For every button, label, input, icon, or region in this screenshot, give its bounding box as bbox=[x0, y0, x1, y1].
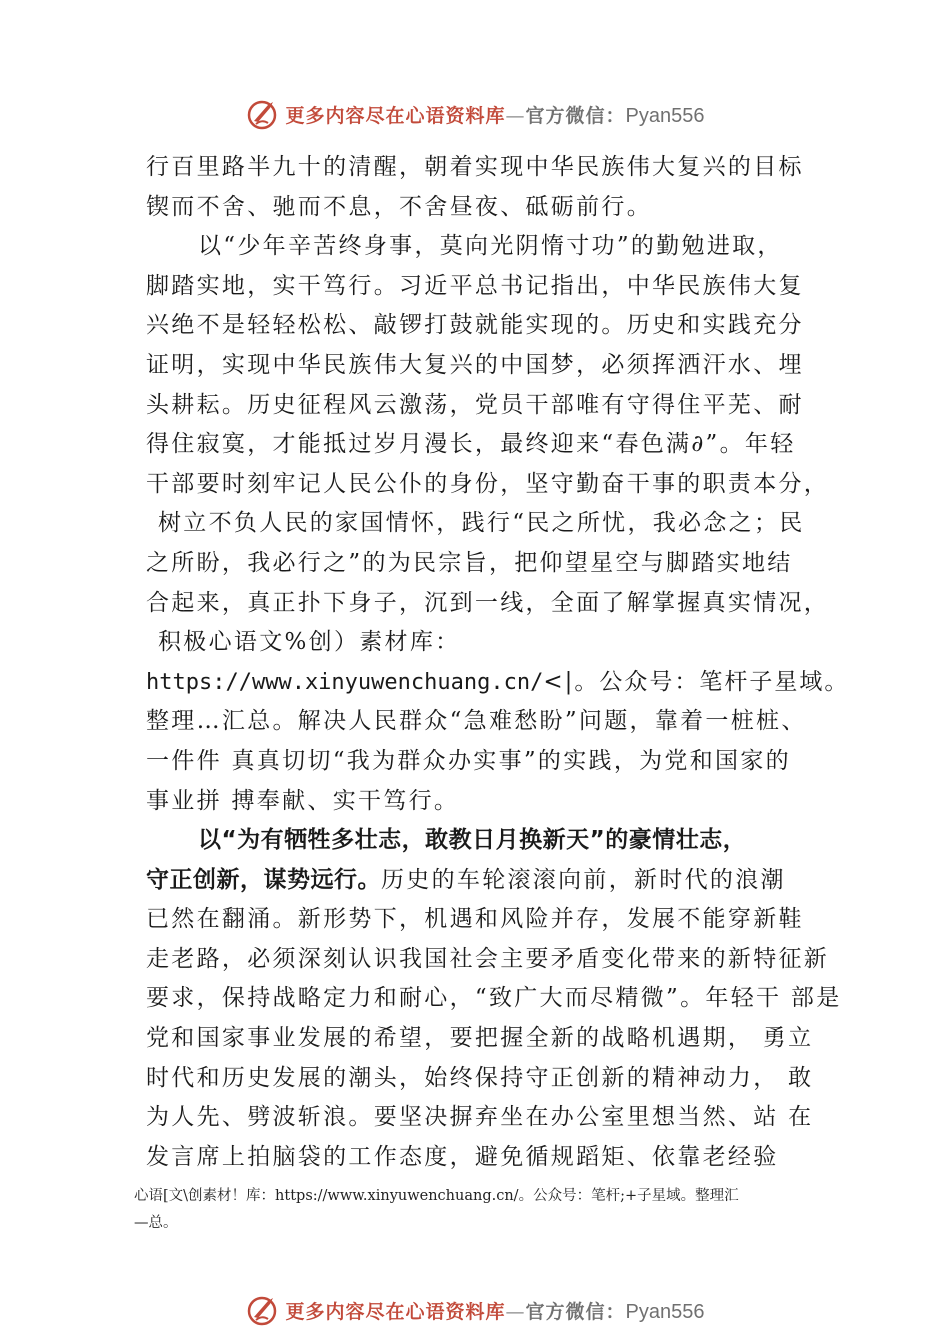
text-line bbox=[146, 861, 836, 901]
text-line: 整理…汇总。解决人民群众“急难愁盼”问题，靠着一桩桩、 bbox=[146, 708, 807, 735]
text-line: 得住寂寞，才能抵过岁月漫长，最终迎来“春色满∂”。年轻 bbox=[146, 431, 796, 458]
text-line: 一件件 真真切切“我为群众办实事”的实践，为党和国家的 bbox=[146, 747, 791, 774]
text-line: 党和国家事业发展的希望，要把握全新的战略机遇期， 勇立 bbox=[146, 1025, 814, 1052]
text-line: 事业拼 搏奉献、实干笃行。 bbox=[146, 787, 460, 814]
banner-text bbox=[286, 101, 705, 128]
banner-title: 更多内容尽在心语资料库 bbox=[285, 1300, 506, 1323]
footnote-line: 心语[文\创素材！库：https://www.xinyuwenchuang.cn/。公众号：笔杆;+子星域。整理汇 bbox=[134, 1188, 739, 1204]
source-url[interactable]: https://www.xinyuwenchuang.cn/ bbox=[146, 669, 544, 695]
url-line bbox=[146, 663, 850, 703]
text-line: 走老路，必须深刻认识我国社会主要矛盾变化带来的新特征新 bbox=[146, 945, 830, 972]
bold-heading: 以“为有牺牲多壮志，敢教日月换新天”的豪情壮志， bbox=[198, 827, 747, 854]
quill-pen-logo-icon bbox=[246, 1293, 280, 1327]
banner-wechat-label: 官方微信： bbox=[525, 104, 626, 127]
text-line: 锲而不舍、驰而不息，不舍昼夜、砥砺前行。 bbox=[146, 193, 652, 220]
text-fragment: <|。公众号：笔杆子星域。 bbox=[543, 668, 850, 695]
quill-pen-logo-icon bbox=[246, 97, 280, 131]
text-line: 兴绝不是轻轻松松、敲锣打鼓就能实现的。历史和实践充分 bbox=[146, 312, 804, 339]
banner-separator: — bbox=[505, 104, 526, 127]
document-body bbox=[146, 148, 850, 1177]
text-line: 要求，保持战略定力和耐心，“致广大而尽精微”。年轻干 部是 bbox=[146, 985, 842, 1012]
footnote-line: —总。 bbox=[134, 1215, 178, 1231]
text-line: 干部要时刻牢记人民公仆的身份，坚守勤奋干事的职责本分， bbox=[146, 470, 830, 497]
text-line: 合起来，真正扑下身子，沉到一线，全面了解掌握真实情况， bbox=[146, 589, 830, 616]
text-line: 积极心语文%创）素材库： bbox=[158, 629, 461, 656]
text-line: 头耕耘。历史征程风云激荡，党员干部唯有守得住平芜、耐 bbox=[146, 391, 804, 418]
text-line: 为人先、劈波斩浪。要坚决摒弃坐在办公室里想当然、站 在 bbox=[146, 1104, 814, 1131]
header-banner bbox=[0, 94, 950, 134]
text-line: 时代和历史发展的潮头，始终保持守正创新的精神动力， 敢 bbox=[146, 1064, 814, 1091]
banner-text bbox=[286, 1297, 705, 1324]
text-line: 之所盼，我必行之”的为民宗旨，把仰望星空与脚踏实地结 bbox=[146, 549, 793, 576]
text-line bbox=[146, 821, 836, 861]
banner-separator: — bbox=[505, 1300, 526, 1323]
text-line: 以“少年辛苦终身事，莫向光阴惰寸功”的勤勉进取， bbox=[198, 233, 783, 260]
text-line: 已然在翻涌。新形势下，机遇和风险并存，发展不能穿新鞋 bbox=[146, 906, 804, 933]
banner-title: 更多内容尽在心语资料库 bbox=[285, 104, 506, 127]
text-fragment: 历史的车轮滚滚向前，新时代的浪潮 bbox=[381, 866, 786, 893]
banner-wechat-label: 官方微信： bbox=[525, 1300, 626, 1323]
bold-heading: 守正创新，谋势远行。 bbox=[146, 866, 381, 893]
banner-wechat-id: Pyan556 bbox=[625, 1300, 705, 1323]
text-line: 脚踏实地，实干笃行。习近平总书记指出，中华民族伟大复 bbox=[146, 272, 804, 299]
text-line: 树立不负人民的家国情怀，践行“民之所忧，我必念之；民 bbox=[158, 510, 805, 537]
text-line: 行百里路半九十的清醒，朝着实现中华民族伟大复兴的目标 bbox=[146, 154, 804, 180]
footnote bbox=[134, 1183, 854, 1237]
text-line: 发言席上拍脑袋的工作态度，避免循规蹈矩、依靠老经验 bbox=[146, 1143, 779, 1170]
text-line: 证明，实现中华民族伟大复兴的中国梦，必须挥洒汗水、埋 bbox=[146, 351, 804, 378]
banner-wechat-id: Pyan556 bbox=[625, 104, 705, 127]
footer-banner bbox=[0, 1290, 950, 1330]
